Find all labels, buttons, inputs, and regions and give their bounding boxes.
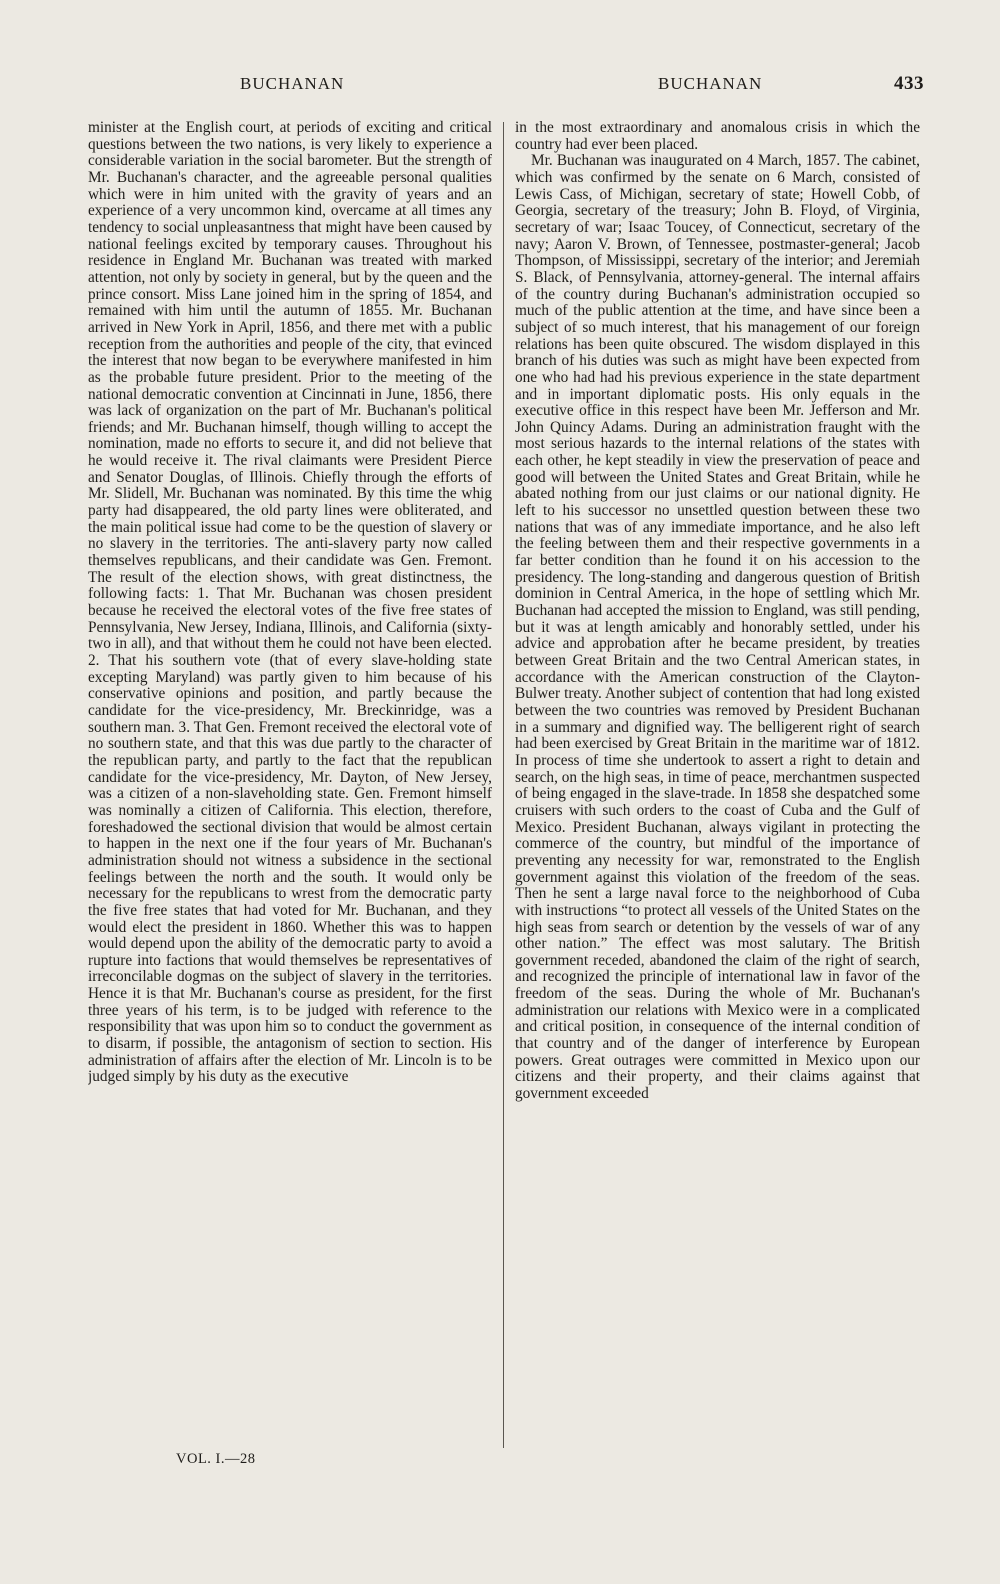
- column-divider: [503, 122, 504, 1448]
- left-running-head: BUCHANAN: [240, 74, 345, 93]
- volume-signature: VOL. I.—28: [176, 1451, 256, 1467]
- right-running-head: BUCHANAN: [658, 74, 763, 93]
- page-number: 433: [894, 73, 924, 94]
- left-column-paragraph: minister at the English court, at periods of exciting and critical questions between the two nations, is very likely to experience a considerable variation in the social barometer. But the strength of Mr. Buchanan's character, and the agreeable personal qualities which were in him united with the gravity of years and an experience of a very uncommon kind, overcame at all times any tendency to social unpleasantness that might have been caused by national feelings excited by temporary causes. Throughout his residence in England Mr. Buchanan was treated with marked attention, not only by society in general, but by the queen and the prince consort. Miss Lane joined him in the spring of 1854, and remained with him until the autumn of 1855. Mr. Buchanan arrived in New York in April, 1856, and there met with a public reception from the authorities and people of the city, that evinced the interest that now began to be everywhere manifested in him as the probable future president. Prior to the meeting of the national democratic convention at Cincinnati in June, 1856, there was lack of organization on the part of Mr. Buchanan's political friends; and Mr. Buchanan himself, though willing to accept the nomination, made no efforts to secure it, and did not believe that he would receive it. The rival claimants were President Pierce and Senator Douglas, of Illinois. Chiefly through the efforts of Mr. Slidell, Mr. Buchanan was nominated. By this time the whig party had disappeared, the old party lines were obliterated, and the main political issue had come to be the question of slavery or no slavery in the territories. The anti-slavery party now called themselves republicans, and their candidate was Gen. Fremont. The result of the election shows, with great distinctness, the following facts: 1. That Mr. Buchanan was chosen president because he received the electoral votes of the five free states of Pennsylvania, New Jersey, Indiana, Illinois, and California (sixty-two in all), and that without them he could not have been elected. 2. That his southern vote (that of every slave-holding state excepting Maryland) was partly given to him because of his conservative opinions and position, and partly because the candidate for the vice-presidency, Mr. Breckinridge, was a southern man. 3. That Gen. Fremont received the electoral vote of no southern state, and that this was due partly to the character of the republican party, and partly to the fact that the republican candidate for the vice-presidency, Mr. Dayton, of New Jersey, was a citizen of a non-slaveholding state. Gen. Fremont himself was nominally a citizen of California. This election, therefore, foreshadowed the sectional division that would be almost certain to happen in the next one if the four years of Mr. Buchanan's administration should not witness a subsidence in the sectional feelings between the north and the south. It would only be necessary for the republicans to wrest from the democratic party the five free states that had voted for Mr. Buchanan, and they would elect the president in 1860. Whether this was to happen would depend upon the ability of the democratic party to avoid a rupture into factions that would themselves be representatives of irreconcilable dogmas on the subject of slavery in the territories. Hence it is that Mr. Buchanan's course as president, for the first three years of his term, is to be judged with reference to the responsibility that was upon him so to conduct the government as to disarm, if possible, the antagonism of section to section. His administration of affairs after the election of Mr. Lincoln is to be judged simply by his duty as the executive: [88, 120, 492, 1086]
- signature-mark: [176, 1451, 256, 1468]
- right-column: [515, 120, 920, 1450]
- right-column-paragraph: in the most extraordinary and anomalous crisis in which the country had ever been placed.: [515, 120, 920, 153]
- left-column: [88, 120, 492, 1450]
- page-header: [88, 74, 924, 102]
- right-column-paragraph: Mr. Buchanan was inaugurated on 4 March, 1857. The cabinet, which was confirmed by the senate on 6 March, consisted of Lewis Cass, of Michigan, secretary of state; Howell Cobb, of Georgia, secretary of the treasury; John B. Floyd, of Virginia, secretary of war; Isaac Toucey, of Connecticut, secretary of the navy; Aaron V. Brown, of Tennessee, postmaster-general; Jacob Thompson, of Mississippi, secretary of the interior; and Jeremiah S. Black, of Pennsylvania, attorney-general. The internal affairs of the country during Buchanan's administration occupied so much of the public attention at the time, and have since been a subject of so much interest, that his management of our foreign relations has been quite obscured. The wisdom displayed in this branch of his duties was such as might have been expected from one who had had his previous experience in the state department and in important diplomatic posts. His only equals in the executive office in this respect have been Mr. Jefferson and Mr. John Quincy Adams. During an administration fraught with the most serious hazards to the internal relations of the states with each other, he kept steadily in view the preservation of peace and good will between the United States and Great Britain, while he abated nothing from our just claims or our national dignity. He left to his successor no unsettled question between these two nations that was of any immediate importance, and he also left the feeling between them and their respective governments in a far better condition than he found it on his accession to the presidency. The long-standing and dangerous question of British dominion in Central America, in the hope of settling which Mr. Buchanan had accepted the mission to England, was still pending, but it was at length amicably and honorably settled, under his advice and approbation after he became president, by treaties between Great Britain and the two Central American states, in accordance with the American construction of the Clayton-Bulwer treaty. Another subject of contention that had long existed between the two countries was removed by President Buchanan in a summary and dignified way. The belligerent right of search had been exercised by Great Britain in the maritime war of 1812. In process of time she undertook to assert a right to detain and search, on the high seas, in time of peace, merchantmen suspected of being engaged in the slave-trade. In 1858 she despatched some cruisers with such orders to the coast of Cuba and the Gulf of Mexico. President Buchanan, always vigilant in protecting the commerce of the country, but mindful of the importance of preventing any necessity for war, remonstrated to the English government against this violation of the freedom of the seas. Then he sent a large naval force to the neighborhood of Cuba with instructions “to protect all vessels of the United States on the high seas from search or detention by the vessels of war of any other nation.” The effect was most salutary. The British government receded, abandoned the claim of the right of search, and recognized the principle of international law in favor of the freedom of the seas. During the whole of Mr. Buchanan's administration our relations with Mexico were in a complicated and critical position, in consequence of the internal condition of that country and of the danger of interference by European powers. Great outrages were committed in Mexico upon our citizens and their property, and their claims against that government exceeded: [515, 152, 920, 1103]
